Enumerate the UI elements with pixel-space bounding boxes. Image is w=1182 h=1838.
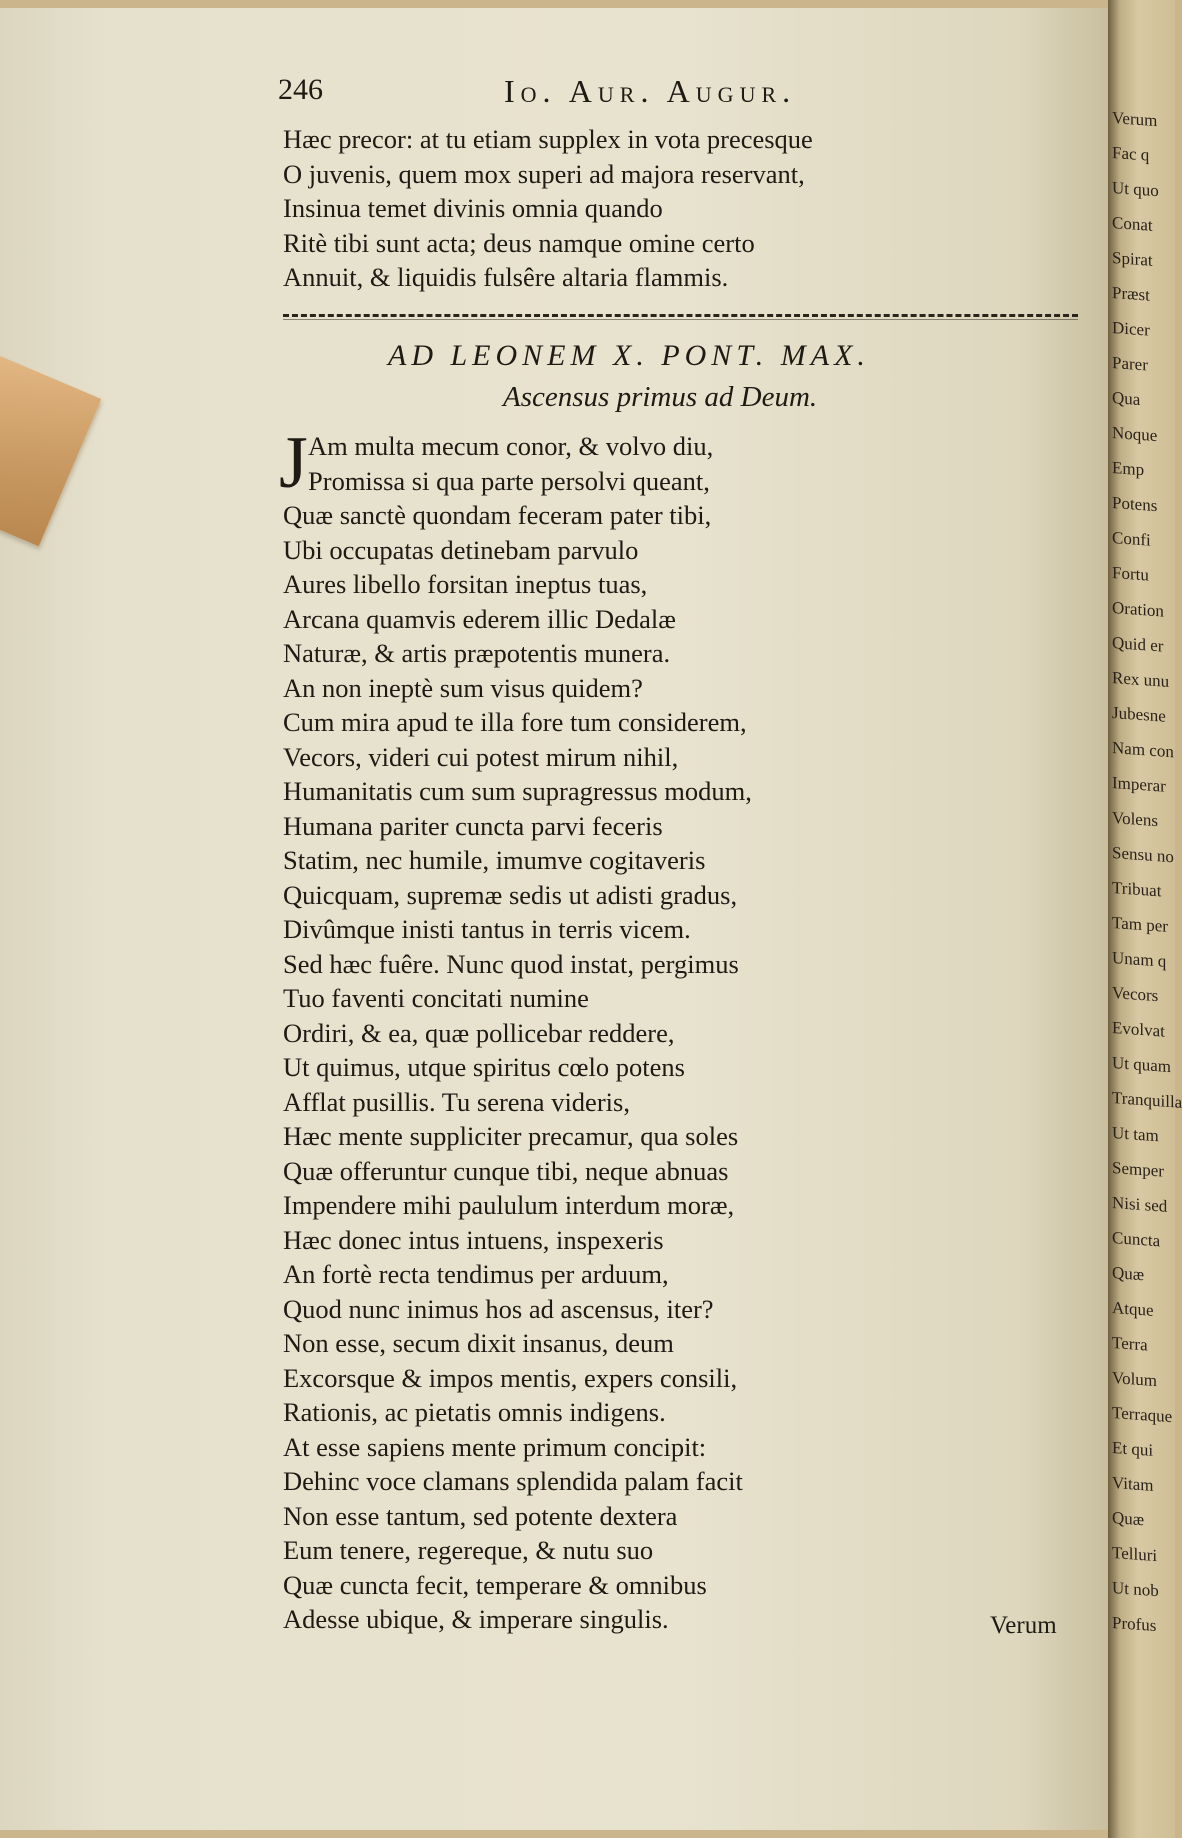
facing-page-fragment: Jubesne (1112, 703, 1166, 726)
facing-page-fragment: Rex unu (1112, 668, 1170, 691)
facing-page-fragment: Præst (1112, 283, 1150, 305)
facing-page-fragment: Imperar (1112, 773, 1166, 796)
running-head-title: Io. Aur. Augur. (504, 73, 797, 109)
facing-page-fragment: Nisi sed (1112, 1193, 1168, 1216)
facing-page-fragment: Tribuat (1112, 878, 1162, 901)
verse-line: Humanitatis cum sum supragressus modum, (283, 776, 752, 806)
verse-line: Rationis, ac pietatis omnis indigens. (283, 1397, 666, 1427)
facing-page-fragment: Qua (1112, 388, 1141, 409)
verse-line: O juvenis, quem mox superi ad majora reservant, (283, 158, 805, 189)
facing-page-fragment: Tam per (1112, 913, 1168, 936)
ornamental-rule (283, 314, 1078, 317)
verse-line: Am multa mecum conor, & volvo diu, (308, 431, 714, 461)
verse-line: Quæ cuncta fecit, temperare & omnibus (283, 1569, 707, 1600)
poem-heading: AD LEONEM X. PONT. MAX. (388, 339, 870, 372)
facing-page-fragment: Semper (1112, 1158, 1164, 1181)
page-number: 246 (278, 73, 323, 106)
verse-line: Quæ offeruntur cunque tibi, neque abnuas (283, 1155, 729, 1186)
facing-page-text-fragments (1112, 100, 1182, 1684)
facing-page-fragment: Emp (1112, 458, 1145, 480)
verse-line: Impendere mihi paululum interdum moræ, (283, 1190, 735, 1220)
verse-line: Excorsque & impos mentis, expers consili, (283, 1362, 738, 1393)
verse-line: Sed hæc fuêre. Nunc quod instat, pergimus (283, 948, 739, 979)
verse-line: Humana pariter cuncta parvi feceris (283, 810, 663, 841)
verse-line: An fortè recta tendimus per arduum, (283, 1259, 669, 1289)
verse-line: Hæc mente suppliciter precamur, qua soles (283, 1121, 739, 1151)
facing-page-fragment: Ut quam (1112, 1053, 1172, 1077)
facing-page-fragment: Ut tam (1112, 1123, 1159, 1146)
verse-line: Eum tenere, regereque, & nutu suo (283, 1535, 654, 1565)
running-head (278, 73, 878, 113)
verse-line: Hæc precor: at tu etiam supplex in vota precesque (283, 124, 813, 154)
verse-line: Arcana quamvis ederem illic Dedalæ (283, 603, 676, 634)
facing-page-fragment: Oration (1112, 598, 1164, 621)
verse-line: Quicquam, supremæ sedis ut adisti gradus, (283, 879, 738, 910)
poem-body (283, 429, 1103, 1637)
facing-page-fragment: Ut nob (1112, 1578, 1159, 1601)
verse-line: Ut quimus, utque spiritus cœlo potens (283, 1052, 685, 1082)
verse-line: Naturæ, & artis præpotentis munera. (283, 638, 671, 668)
verse-line: Ubi occupatas detinebam parvulo (283, 534, 639, 565)
facing-page-fragment: Profus (1112, 1613, 1157, 1636)
facing-page-fragment: Volens (1112, 808, 1158, 831)
verse-line: Afflat pusillis. Tu serena videris, (283, 1086, 630, 1117)
facing-page-fragment: Atque (1112, 1298, 1154, 1320)
facing-page-fragment: Vecors (1112, 983, 1159, 1006)
facing-page-fragment: Tranquilla (1112, 1088, 1182, 1112)
facing-page-fragment: Terra (1112, 1333, 1148, 1355)
facing-page-fragment: Quæ (1112, 1508, 1145, 1530)
verse-line: Annuit, & liquidis fulsêre altaria flammis. (283, 262, 729, 292)
facing-page-fragment: Potens (1112, 493, 1158, 516)
verse-line: Non esse, secum dixit insanus, deum (283, 1328, 674, 1358)
facing-page-fragment: Quid er (1112, 633, 1164, 656)
facing-page-fragment: Telluri (1112, 1543, 1158, 1566)
facing-page-fragment: Sensu no (1112, 843, 1174, 867)
verse-line: Statim, nec humile, imumve cogitaveris (283, 845, 706, 875)
verse-line: Insinua temet divinis omnia quando (283, 193, 663, 223)
facing-page-fragment: Unam q (1112, 948, 1167, 971)
drop-capital: J (279, 422, 308, 504)
facing-page-fragment: Spirat (1112, 248, 1153, 270)
verse-line: Quæ sanctè quondam feceram pater tibi, (283, 500, 712, 530)
facing-page-fragment: Evolvat (1112, 1018, 1165, 1041)
verse-line: Ordiri, & ea, quæ pollicebar reddere, (283, 1017, 675, 1048)
verse-line: At esse sapiens mente primum concipit: (283, 1431, 707, 1462)
facing-page-fragment: Vitam (1112, 1473, 1154, 1495)
facing-page-fragment: Cuncta (1112, 1228, 1161, 1251)
facing-page-fragment: Fac q (1112, 143, 1150, 165)
facing-page-fragment: Terraque (1112, 1403, 1173, 1427)
verse-line: Divûmque inisti tantus in terris vicem. (283, 914, 691, 944)
verse-line: An non ineptè sum visus quidem? (283, 672, 643, 703)
catchword: Verum (990, 1612, 1057, 1639)
facing-page-fragment: Conat (1112, 213, 1153, 235)
verse-line: Aures libello forsitan ineptus tuas, (283, 569, 648, 599)
verse-line: Non esse tantum, sed potente dextera (283, 1500, 678, 1531)
facing-page-fragment: Ut quo (1112, 178, 1159, 201)
verse-line: Adesse ubique, & imperare singulis. (283, 1604, 669, 1634)
facing-page-fragment: Nam con (1112, 738, 1174, 762)
facing-page-fragment: Fortu (1112, 563, 1149, 585)
verse-line: Hæc donec intus intuens, inspexeris (283, 1224, 664, 1255)
verse-line: Tuo faventi concitati numine (283, 983, 589, 1013)
facing-page-fragment: Et qui (1112, 1438, 1154, 1460)
verse-line: Vecors, videri cui potest mirum nihil, (283, 741, 679, 772)
verse-line: Cum mira apud te illa fore tum considerem, (283, 707, 747, 737)
facing-page-fragment: Volum (1112, 1368, 1158, 1391)
verse-line: Dehinc voce clamans splendida palam facit (283, 1466, 743, 1496)
verse-top-block (283, 122, 1103, 295)
facing-page-fragment: Parer (1112, 353, 1148, 375)
facing-page-fragment: Quæ (1112, 1263, 1145, 1285)
verse-line: Ritè tibi sunt acta; deus namque omine certo (283, 227, 755, 258)
ornamental-rule-underline (283, 319, 1078, 320)
verse-line: Quod nunc inimus hos ad ascensus, iter? (283, 1293, 714, 1324)
facing-page-fragment: Verum (1112, 108, 1158, 131)
facing-page-fragment: Noque (1112, 423, 1158, 446)
facing-page-fragment: Confi (1112, 528, 1151, 550)
verse-line: Promissa si qua parte persolvi queant, (308, 465, 710, 496)
poem-subheading: Ascensus primus ad Deum. (503, 381, 818, 413)
facing-page-fragment: Dicer (1112, 318, 1150, 340)
